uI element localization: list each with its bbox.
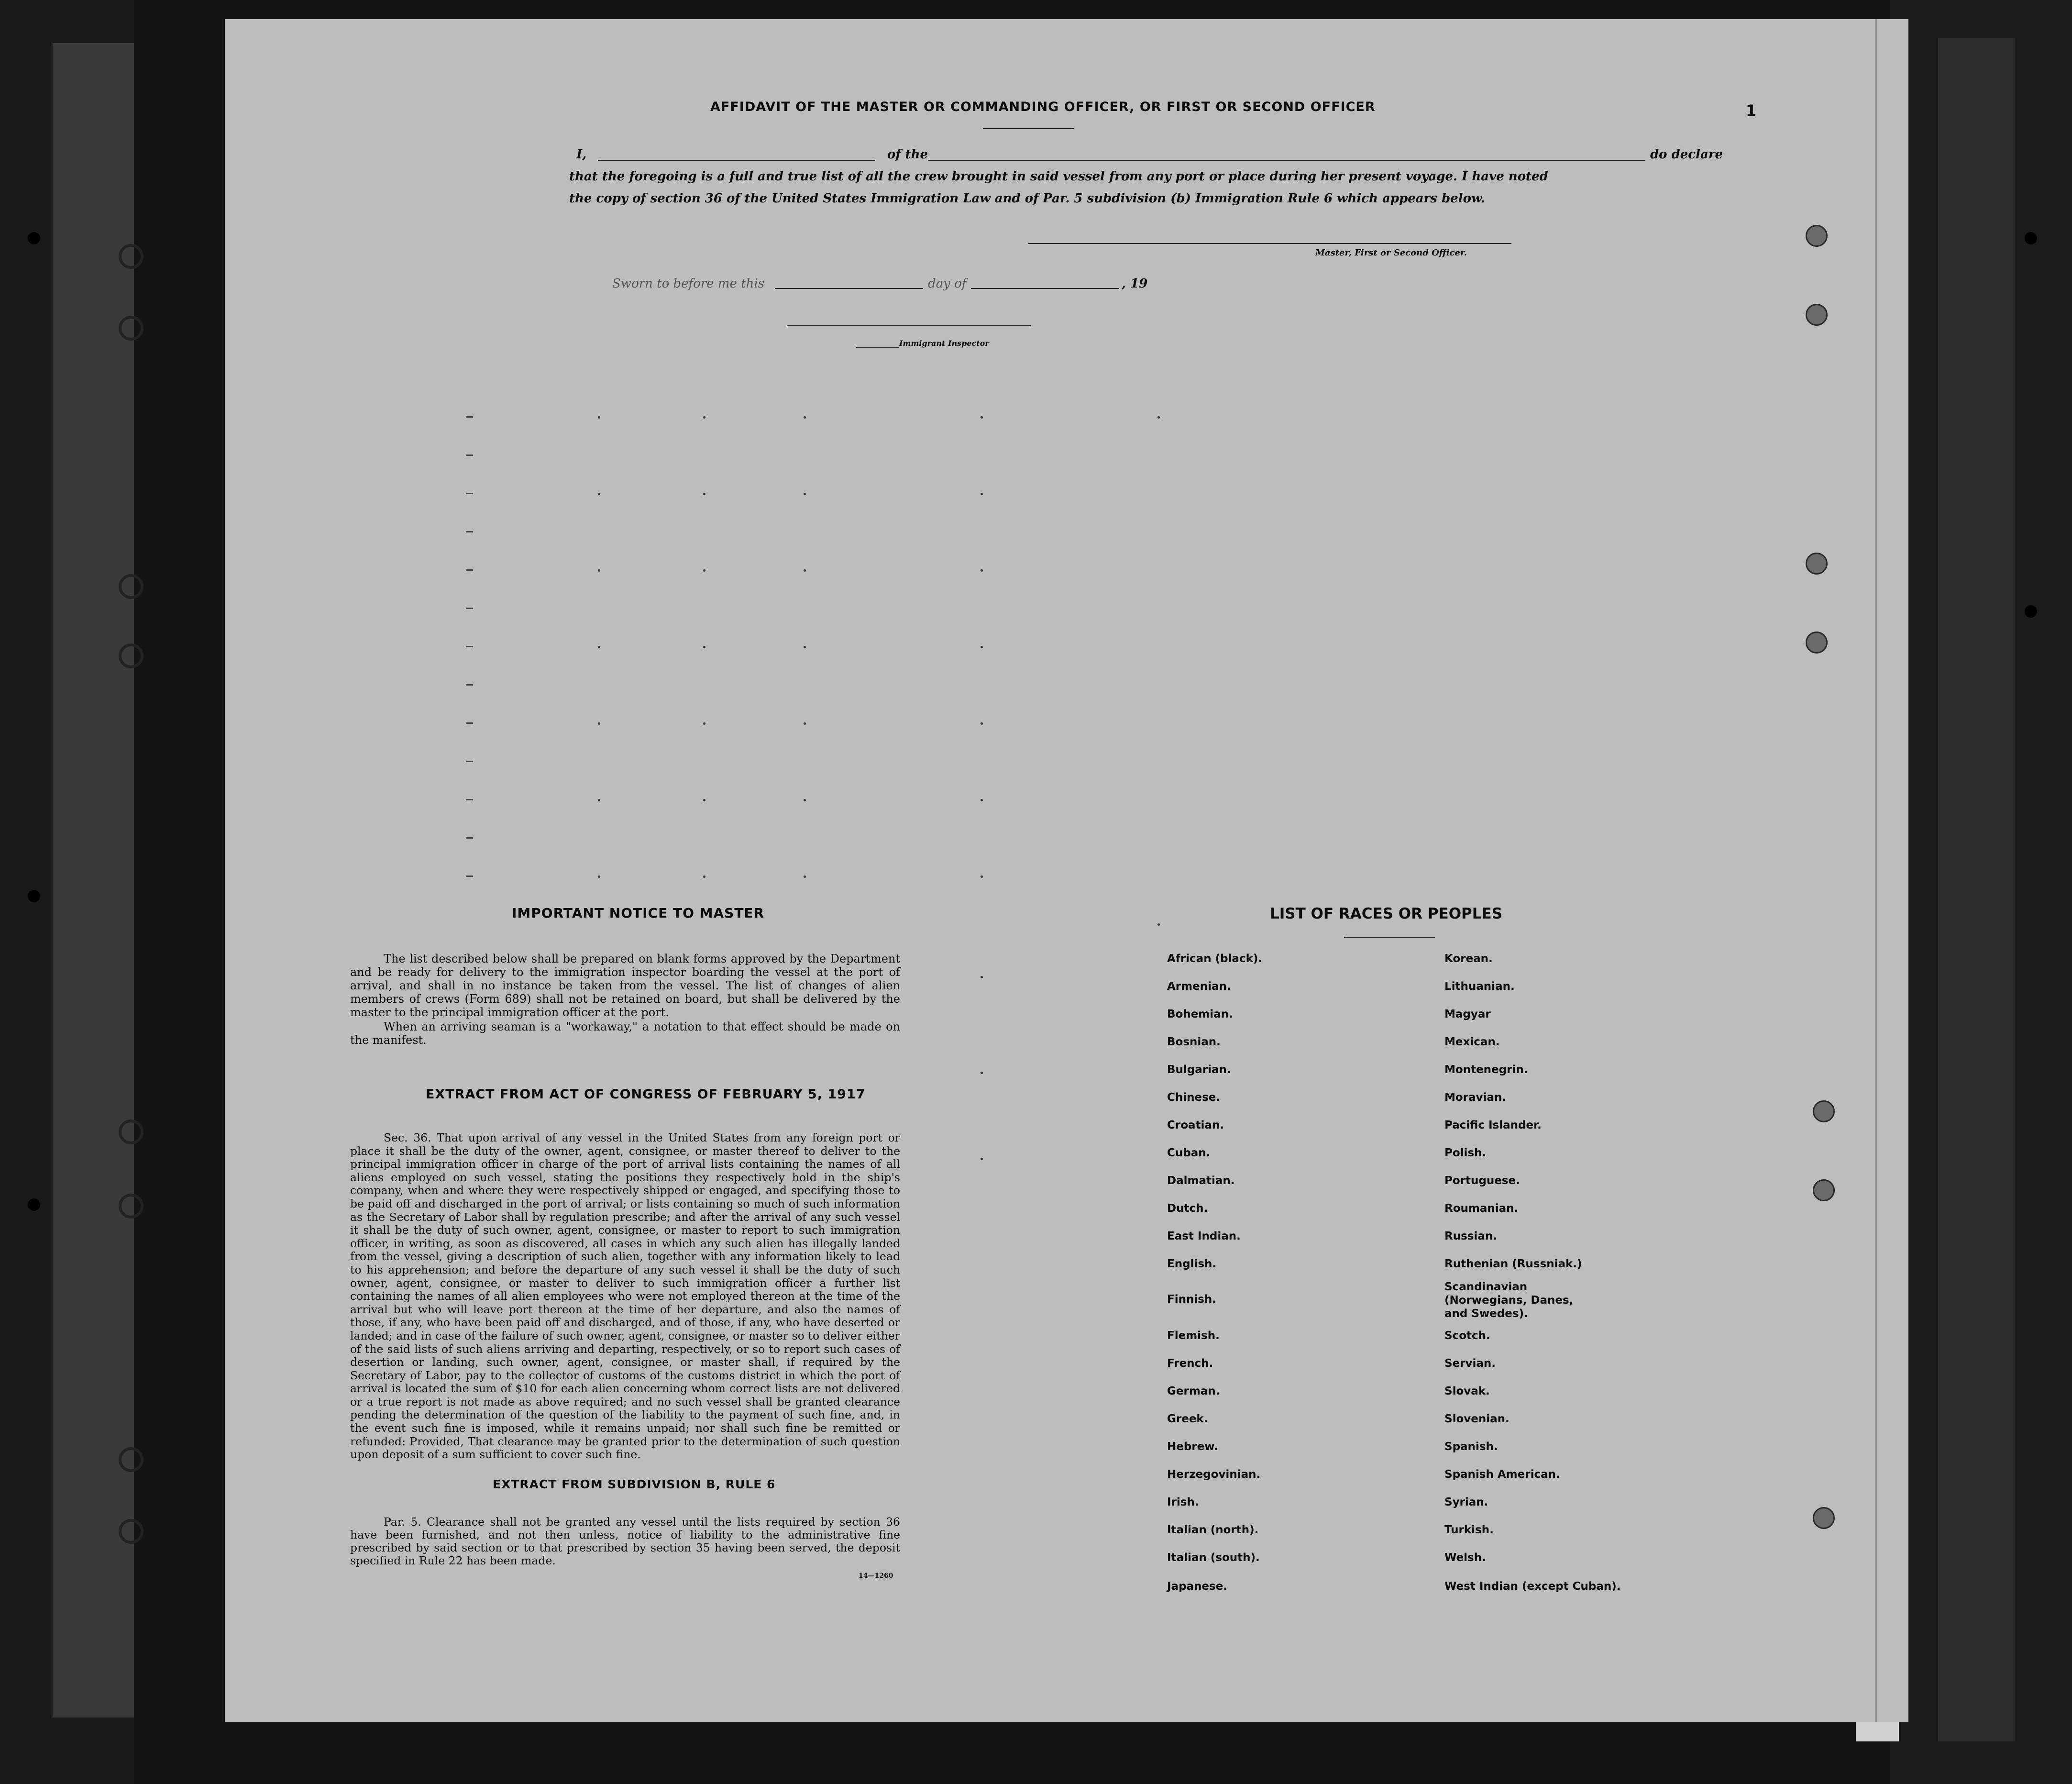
row-dot — [804, 799, 806, 801]
act-extract-title: EXTRACT FROM ACT OF CONGRESS OF FEBRUARY 5, 1917 — [426, 1087, 866, 1102]
punch-hole-icon — [1806, 304, 1828, 326]
punch-hole-icon — [119, 1447, 143, 1472]
punch-hole-icon — [1813, 1507, 1835, 1529]
races-title: LIST OF RACES OR PEOPLES — [1270, 905, 1503, 922]
race-entry: Mexican. — [1444, 1036, 1500, 1048]
binder-right-strip — [1938, 38, 2015, 1741]
punch-hole-icon — [119, 244, 143, 269]
row-dot — [981, 646, 983, 648]
row-dash — [466, 646, 473, 647]
row-dot — [981, 493, 983, 495]
row-dot — [703, 799, 705, 801]
race-entry: Moravian. — [1444, 1091, 1507, 1104]
punch-hole-icon — [119, 1519, 143, 1544]
race-entry: Herzegovinian. — [1167, 1468, 1261, 1481]
race-entry: Irish. — [1167, 1496, 1199, 1508]
row-dot — [703, 569, 705, 572]
sworn-month-blank — [971, 288, 1119, 289]
row-dot — [598, 493, 600, 495]
race-entry: Greek. — [1167, 1413, 1208, 1425]
row-dot — [703, 722, 705, 725]
row-dash — [466, 722, 473, 724]
punch-hole-icon — [1806, 632, 1828, 654]
race-entry: Turkish. — [1444, 1524, 1494, 1536]
race-entry: Russian. — [1444, 1230, 1497, 1242]
row-dot — [804, 875, 806, 878]
form-number: 14—1260 — [859, 1572, 893, 1580]
punch-hole-icon — [1806, 553, 1828, 575]
title-rule — [983, 128, 1074, 129]
race-entry: French. — [1167, 1357, 1213, 1370]
page-number: 1 — [1746, 101, 1757, 120]
sworn-year: , 19 — [1122, 277, 1148, 291]
race-entry: Slovenian. — [1444, 1413, 1510, 1425]
row-dash — [466, 608, 473, 609]
race-entry: Montenegrin. — [1444, 1064, 1528, 1076]
row-dot — [981, 1072, 983, 1074]
race-entry: Syrian. — [1444, 1496, 1488, 1508]
rule-extract-body: Par. 5. Clearance shall not be granted any vessel until the lists required by section 36 have been furnished, and not then unless, notice of liability to the administrative fine prescribed by said section or to that prescribed by section 35 having been served, the deposit specified in Rule 22 has been made. — [350, 1515, 900, 1567]
race-entry: Croatian. — [1167, 1119, 1224, 1131]
manifest-page — [225, 19, 1908, 1722]
row-dot — [804, 722, 806, 725]
inspector-signature-line — [787, 325, 1031, 326]
row-dot — [804, 416, 806, 419]
signature-caption: Master, First or Second Officer. — [1315, 248, 1467, 258]
race-entry: Ruthenian (Russniak.) — [1444, 1258, 1582, 1270]
rivet-icon — [2025, 232, 2037, 244]
race-entry: Polish. — [1444, 1147, 1487, 1159]
race-entry: Flemish. — [1167, 1330, 1220, 1342]
race-entry: Pacific Islander. — [1444, 1119, 1542, 1131]
row-dot — [1157, 416, 1160, 419]
row-dot — [598, 646, 600, 648]
row-dot — [981, 722, 983, 725]
signature-line — [1028, 243, 1511, 244]
declaration-of-the: of the — [887, 147, 928, 162]
punch-hole-icon — [119, 316, 143, 341]
row-dash — [466, 684, 473, 686]
punch-hole-icon — [1806, 225, 1828, 247]
row-dot — [598, 799, 600, 801]
declaration-line-3: the copy of section 36 of the United States Immigration Law and of Par. 5 subdivision (b) Immigration Rule 6 which appears below. — [569, 191, 1485, 206]
race-entry: Dalmatian. — [1167, 1175, 1235, 1187]
race-entry: Cuban. — [1167, 1147, 1211, 1159]
race-entry: Bohemian. — [1167, 1008, 1233, 1020]
race-entry: Italian (north). — [1167, 1524, 1259, 1536]
punch-hole-icon — [119, 1194, 143, 1219]
notice-paragraph-2: When an arriving seaman is a "workaway," a notation to that effect should be made on the manifest. — [350, 1020, 900, 1047]
row-dot — [598, 416, 600, 419]
row-dot — [981, 799, 983, 801]
row-dot — [981, 569, 983, 572]
race-entry: Slovak. — [1444, 1385, 1490, 1397]
row-dot — [804, 493, 806, 495]
race-entry: Portuguese. — [1444, 1175, 1520, 1187]
row-dot — [598, 875, 600, 878]
sworn-day-blank — [775, 288, 923, 289]
row-dot — [981, 976, 983, 978]
race-entry: Bulgarian. — [1167, 1064, 1231, 1076]
punch-hole-icon — [1813, 1100, 1835, 1122]
row-dot — [703, 493, 705, 495]
punch-hole-icon — [119, 643, 143, 668]
row-dash — [466, 531, 473, 532]
row-dash — [466, 799, 473, 800]
race-entry: Japanese. — [1167, 1580, 1228, 1593]
row-dash — [466, 454, 473, 456]
act-extract-body: Sec. 36. That upon arrival of any vessel in the United States from any foreign port or place it shall be the duty of the owner, agent, consignee, or master thereof to deliver to the principal immigration officer in charge of the port of arrival lists containing the names of all aliens employed on such vessel, stating the positions they respectively hold in the ship's company, when and where they were respectively shipped or engaged, and specifying those to be paid off and discharged in the port of arrival; or lists containing so much of such information as the Secretary of Labor shall by regulation prescribe; and after the arrival of any such vessel it shall be the duty of such owner, agent, consignee, or master to report to such immigration officer, in writing, as soon as discovered, all cases in which any such alien has illegally landed from the vessel, giving a description of such alien, together with any information likely to lead to his apprehension; and before the departure of any such vessel it shall be the duty of such owner, agent, consignee, or master to deliver to such immigration officer a further list containing the names of all alien employees who were not employed thereon at the time of the arrival but who will leave port thereon at the time of her departure, and also the names of those, if any, who have been paid off and discharged, and of those, if any, who have deserted or landed; and in case of the failure of such owner, agent, consignee, or master so to deliver either of the said lists of such aliens arriving and departing, respectively, or so to report such cases of desertion or landing, such owner, agent, consignee, or master shall, if required by the Secretary of Labor, pay to the collector of customs of the customs district in which the port of arrival is located the sum of $10 for each alien concerning whom correct lists are not delivered or a true report is not made as above required; and no such vessel shall be granted clearance pending the determination of the question of the liability to the payment of such fine, and, in the event such fine is imposed, while it remains unpaid; nor shall such fine be remitted or refunded: Provided, That clearance may be granted prior to the determination of such question upon deposit of a sum sufficient to cover such fine. — [350, 1131, 900, 1462]
race-entry: Scotch. — [1444, 1330, 1490, 1342]
race-entry: Magyar — [1444, 1008, 1491, 1020]
inspector-caption-lead — [856, 347, 899, 348]
row-dot — [598, 722, 600, 725]
punch-hole-icon — [119, 1119, 143, 1144]
name-blank — [598, 160, 875, 161]
row-dot — [1157, 923, 1160, 926]
races-title-rule — [1344, 937, 1435, 938]
margin-rule — [1875, 19, 1877, 1722]
race-entry: Servian. — [1444, 1357, 1496, 1370]
row-dash — [466, 569, 473, 571]
rivet-icon — [28, 232, 40, 244]
row-dash — [466, 837, 473, 839]
row-dot — [804, 646, 806, 648]
rivet-icon — [2025, 605, 2037, 618]
row-dot — [598, 569, 600, 572]
sworn-day-of: day of — [928, 277, 967, 291]
race-entry: Roumanian. — [1444, 1202, 1519, 1215]
row-dot — [804, 569, 806, 572]
race-entry: African (black). — [1167, 953, 1263, 965]
declaration-i: I, — [576, 147, 587, 162]
notice-title: IMPORTANT NOTICE TO MASTER — [512, 905, 765, 921]
punch-hole-icon — [1813, 1179, 1835, 1201]
row-dash — [466, 493, 473, 494]
row-dash — [466, 875, 473, 877]
rule-extract-title: EXTRACT FROM SUBDIVISION B, RULE 6 — [493, 1477, 776, 1491]
row-dot — [703, 875, 705, 878]
race-entry: Korean. — [1444, 953, 1493, 965]
punch-hole-icon — [119, 574, 143, 599]
race-entry: Hebrew. — [1167, 1440, 1218, 1453]
declaration-line-2: that the foregoing is a full and true list of all the crew brought in said vessel from any port or place during her present voyage. I have noted — [569, 169, 1548, 184]
race-entry: Scandinavian (Norwegians, Danes, and Swedes). — [1444, 1281, 1574, 1320]
race-entry: Spanish American. — [1444, 1468, 1560, 1481]
race-entry: Dutch. — [1167, 1202, 1208, 1215]
declaration-do-declare: do declare — [1650, 147, 1723, 162]
race-entry: Lithuanian. — [1444, 980, 1515, 993]
race-entry: Armenian. — [1167, 980, 1231, 993]
notice-paragraph-1: The list described below shall be prepared on blank forms approved by the Department and be ready for delivery to the immigration inspector boarding the vessel at the port of arrival, and shall in no instance be taken from the vessel. The list of changes of alien members of crews (Form 689) shall not be retained on board, but shall be delivered by the master to the principal immigration officer at the port. — [350, 952, 900, 1019]
race-entry: German. — [1167, 1385, 1220, 1397]
row-dot — [981, 416, 983, 419]
inspector-caption: Immigrant Inspector — [899, 339, 989, 348]
race-entry: Italian (south). — [1167, 1551, 1260, 1564]
row-dot — [703, 416, 705, 419]
affidavit-title: AFFIDAVIT OF THE MASTER OR COMMANDING OFFICER, OR FIRST OR SECOND OFFICER — [710, 100, 1376, 114]
row-dot — [703, 646, 705, 648]
race-entry: English. — [1167, 1258, 1217, 1270]
race-entry: Welsh. — [1444, 1551, 1486, 1564]
row-dot — [981, 875, 983, 878]
vessel-blank — [928, 160, 1645, 161]
rivet-icon — [28, 1198, 40, 1211]
race-entry: Chinese. — [1167, 1091, 1221, 1104]
rivet-icon — [28, 890, 40, 902]
race-entry: Finnish. — [1167, 1293, 1217, 1306]
row-dot — [981, 1158, 983, 1160]
sworn-text: Sworn to before me this — [612, 277, 765, 291]
race-entry: East Indian. — [1167, 1230, 1241, 1242]
race-entry: Bosnian. — [1167, 1036, 1221, 1048]
race-entry: Spanish. — [1444, 1440, 1498, 1453]
row-dash — [466, 416, 473, 418]
row-dash — [466, 761, 473, 762]
race-entry: West Indian (except Cuban). — [1444, 1580, 1621, 1593]
